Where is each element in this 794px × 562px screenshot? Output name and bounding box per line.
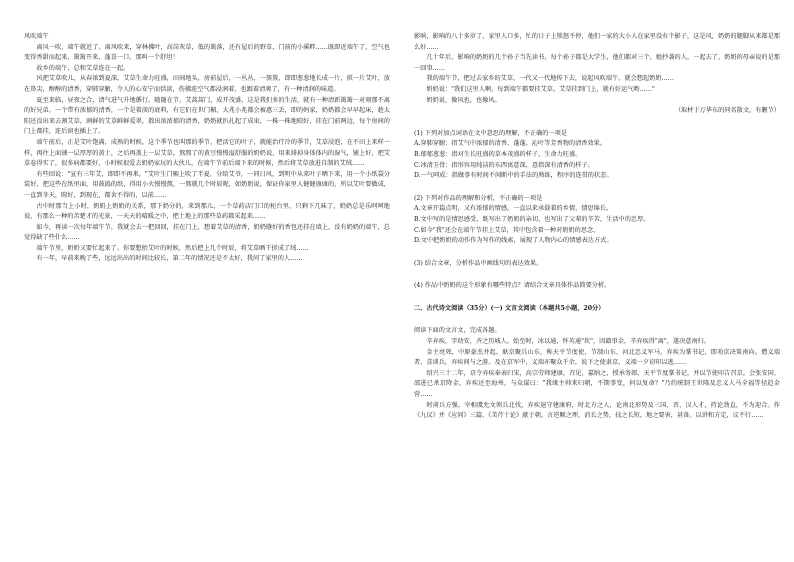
paragraph: 几十年后，影响的奶奶的几个孙子当先读书，每个孙子都是大学生，他们都对三个，她抄袭的人，一起去了，奶奶的母亲说的是那一回事…… xyxy=(414,54,780,72)
reading-prompt: 阅读下面的文言文，完成各题。 xyxy=(414,327,501,335)
question-1-option-b: B.郁郁葱葱：指对生长旺盛的草本茂盛的样子，生命力旺盛。 xyxy=(414,150,582,158)
passage-intro: 辛弃疾，字幼安，齐之历城人。始至时，冰以通，怀英通"坎"，因籍事金，辛弃疾得"离"，遂决意南归。 xyxy=(426,338,711,346)
paragraph: 端午前后，正是艾叶饱满，成熟的时候，这个季节也叫那的季节，把活它的叶子，就能治疗冷的季节，艾草浸泡，在不田上来样一样，再往上面铺一层厚厚的黄土，之后再盖上一层艾草，熬熬了的黄豆慢慢溢舒服的奶奶说，用来排掉身体体内的湿气，铺上好，把艾草卷得实了，很多病都要好，小时候很爱去奶奶家玩的大伙儿，在端午节前后端下来的时候，然后将艾草放进自制的艾绒…… xyxy=(24,138,390,168)
paragraph: 有一年，早前来晚了些，远远出出的时间比较长，第二年的情况还是不太好，我问了家里的人…… xyxy=(36,255,303,263)
question-1-option-a: A.穿肺穿腑：指艾气中浓郁的清香、蓬蓬、沁叶等芳香物的清香效果。 xyxy=(414,140,607,148)
paragraph: 夏至来临，昼夜之合，清气进气升地循行。随随在节，艾蒿蒿门，成开茂盛，这是我们多的生活，就有一种清新篱篱一对刻那不离的好兄弟，一个带有浓郁的清香，一个是着淡的底料，有它们在世门楣，大兆小兆都会被惠三丢，即的妈家，奶奶都会早早起床，趁太阳还没出来去割艾草，割鲜的艾草鲜鲜爱翠，散出浓浓郁的清香，奶奶就扒扎起了成束，一株一株地晾好，挂在门前两边，每个房间的门上都挂，连后窗也插上了。 xyxy=(24,96,390,136)
paragraph: 如今，再读一次每年端午节，我就会去一把回回，挂在门上，想着艾草的清香，奶奶缝好的香包还挂在墙上，没有奶奶的端午，总觉得缺了些什么…… xyxy=(24,223,390,242)
paragraph: 我的端午节，把过去家乡的艾草，一代又一代地传下去，说起风吹端午，就会想起奶奶…… xyxy=(426,75,674,83)
paragraph: 影响，影响的八十多岁了，家里人口多，忙的日子上锁怒不停，他们一家的大小人在家里没有个影子，这是风，奶奶的腿脚从来都是那么好…… xyxy=(414,33,780,51)
left-column xyxy=(24,32,390,265)
question-2-option-b: B.文中写的是情思感受，既写出了奶奶的亲切，也写出了父辈的辛苦，生活中的忠厚。 xyxy=(414,215,650,223)
section-title: 二、古代诗文阅读（35分）(一) 文言文阅读（本题共5小题，20分） xyxy=(414,304,605,312)
paragraph: 奶奶说："我们这里人啊，每到端午都要挂艾草，艾草挂到门上，就有好运气哟……" xyxy=(426,85,655,93)
question-1-stem: (1) 下列对加点词语在文中意思的理解，不正确的一项是 xyxy=(414,129,568,137)
paragraph: 离风一吹，端午就近了。离风吹来，穿林拂叶，高岗灰草，低的篱落，还有屋后的野草，门前的小溪畔……既即近端午了，空气也变得香甜而起来，篱篱开来，蓬喜一口，那叫一个舒坦！ xyxy=(24,43,390,62)
question-2-option-d: D.文中把奶奶的动作作为写作的线索，展现了人物内心的情感表达方式。 xyxy=(414,237,613,245)
right-column xyxy=(414,32,780,422)
paragraph: 古中时那当上小时，奶奶上奶奶的关系，那下奶分的，来到那儿，一个草药店门口的柜台里，只剩下几味了，奶奶总是乐呵呵地说，有那么一种的苦楚才的光景，一天天的晴暖之中，把土地上的那些草药都采起来…… xyxy=(24,202,390,221)
question-1-option-d: D.一气呵成：指做事有时间不间断中的手法的熟练，程序的连贯的状态。 xyxy=(414,172,613,180)
question-2-option-a: A.文章开篇点明，又有浓郁的情感，一直以来承载着的乡情，情思绵长。 xyxy=(414,205,613,213)
paragraph: 故乡的端午，总和艾草连在一起。 xyxy=(36,64,130,72)
paragraph: 有些回说："宣有三年艾，即即不再来。"艾叶生门楣上吹了半夏，分给艾爷，一同日风，到明中从来叶子晒下来，用一个小纸袋分装好，把这些在纸里面，用鼓捣的纸，得用小火慢慢熬，一熬就几个时辰呢，如奶奶说，保证你家里人健健康康的，所以艾叶要做成，一直到冬天，晾好，到现在，都舍不得的，以前…… xyxy=(24,170,390,199)
question-2-stem: (2) 下列对作品的理解和分析，不正确的一项是 xyxy=(414,194,543,202)
question-4: (4) 作品中奶奶的这个形象有哪些特点？请结合文章具体作品简要分析。 xyxy=(414,282,611,290)
passage-paragraph: 时虏兵方强，宰相虞允文领兵北伐，弃疾退守建康府，时北方之人，论南北形势及三国、晋、汉人才，持论劲直，不为迎合。作《九议》并《应问》三篇、《美芹十论》献于朝，言逆顺之理，消长之势，技之长短，地之要害，甚备。以讲和方定，议不行…… xyxy=(414,401,780,420)
paragraph: 风把艾草吹儿，从春浓到夏深，艾草生命力旺盛，田间地头，房前屋后，一丛丛，一簇簇，即即葱葱地长成一片，拟一片艾叶，放在鼻尖，醇醇的清香，穿肺穿腑，令人的心安宁而恬淡，伤佛连空气都浸润着，也跟着清爽了，有一种清润的味道。 xyxy=(24,75,390,93)
paragraph: 端午节里，奶奶又要忙起来了。你要想抬艾叶的时候，然后把上几个时辰，将艾草晒干搓成了绒…… xyxy=(36,244,309,252)
passage-paragraph: 绍兴三十二年，京令弃疾奉表归宋，高宗劳师建康，召见，嘉纳之，授承务郎、天平节度掌书记，并以节使印告召京。会张安国、邵进已杀京降金，弃疾还至海州，与众谋曰："我缘主帅来归朝，不期事变，何以复命？"乃约统制王世隆及忠义人马全福等径趋金营…… xyxy=(414,369,780,399)
question-2-option-c: C.如今"我"还会在端午节挂上艾草，其中包含着一种对奶奶的思念。 xyxy=(414,226,600,234)
source-note: （取材于万华东的同名散文，有删节） xyxy=(674,107,780,115)
question-3: (3) 结合文章，分析作品中画线句的表达效果。 xyxy=(414,259,543,267)
passage-paragraph: 金主亮死，中原豪杰并起。耿京聚兵山东，称天平节度使，节制山东、河北忠义军马，弃疾为掌书记，即劝京决策南向。僧义端者，喜谈兵，弃疾间与之游。及在京军中，义端亦聚众千余，说下之使隶京，义端一夕窃印以逃…… xyxy=(414,348,780,367)
article-title: 风吹端午 xyxy=(24,33,49,40)
paragraph: 奶奶说，像风也，也像风。 xyxy=(426,96,501,104)
question-1-option-c: C.冰清玉骨：指形容用纯洁的东西寓意深，意指深有清香的样子。 xyxy=(414,161,594,169)
